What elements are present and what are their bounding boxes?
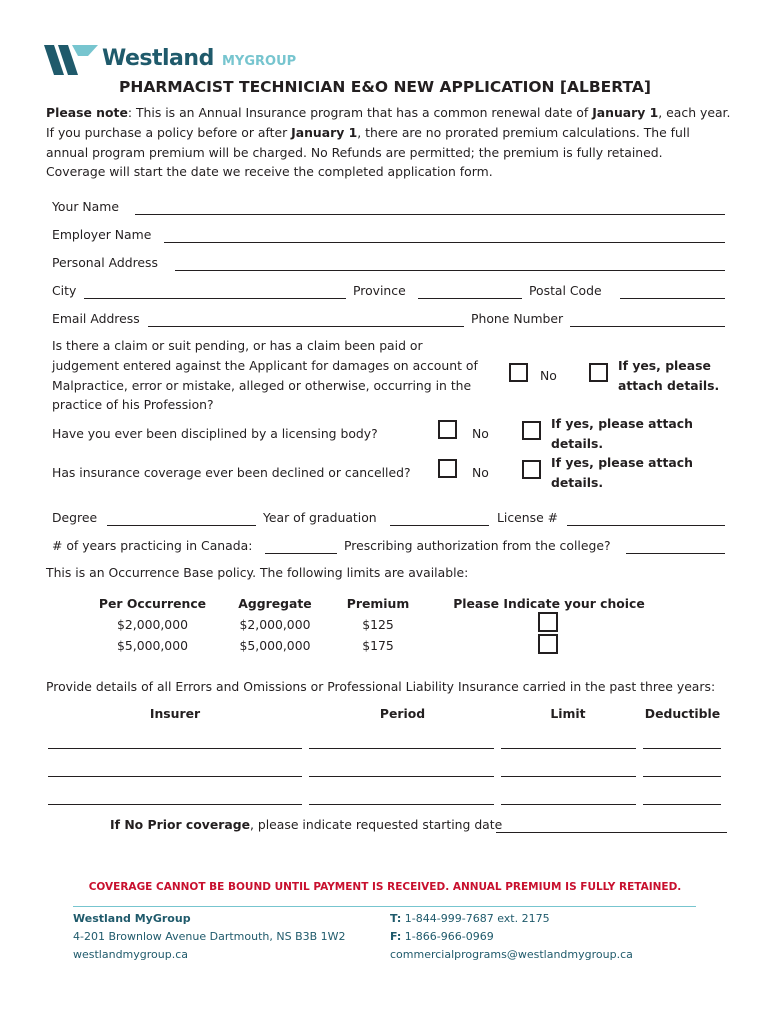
fax-number: 1-866-966-0969: [401, 930, 494, 943]
limits-header-premium: Premium: [346, 596, 410, 611]
starting-date-field[interactable]: [496, 832, 727, 833]
footer-company: Westland MyGroup: [73, 912, 191, 925]
prior-row-3-deductible[interactable]: [643, 804, 721, 805]
prescribing-label: Prescribing authorization from the college?: [344, 538, 611, 553]
prior-row-2-period[interactable]: [309, 776, 494, 777]
your-name-field[interactable]: [135, 214, 725, 215]
footer-fax: [390, 929, 494, 944]
brand-name: Westland: [102, 46, 214, 71]
claim-question-line-2: judgement entered against the Applicant for damages on account of: [52, 358, 478, 373]
disciplined-question: Have you ever been disciplined by a licensing body?: [52, 426, 378, 441]
province-label: Province: [353, 283, 406, 298]
limits-header-occurrence: Per Occurrence: [98, 596, 207, 611]
disciplined-yes-checkbox[interactable]: [522, 421, 541, 440]
email-label: Email Address: [52, 311, 140, 326]
limits-row-1-occurrence: $2,000,000: [117, 617, 188, 632]
claim-yes-label-2: attach details.: [618, 378, 720, 393]
limits-row-2-premium: $175: [362, 638, 394, 653]
note-text: , each year.: [658, 105, 731, 120]
license-label: License #: [497, 510, 559, 525]
prior-row-2-insurer[interactable]: [48, 776, 302, 777]
prior-row-3-insurer[interactable]: [48, 804, 302, 805]
westland-logo-mark-icon: [44, 44, 98, 76]
note-label: Please note: [46, 105, 128, 120]
payment-warning: COVERAGE CANNOT BE BOUND UNTIL PAYMENT IS RECEIVED. ANNUAL PREMIUM IS FULLY RETAINED.: [88, 881, 682, 893]
page-title: PHARMACIST TECHNICIAN E&O NEW APPLICATION [ALBERTA]: [119, 78, 651, 96]
limits-row-2-checkbox[interactable]: [538, 634, 558, 654]
disciplined-no-label: No: [472, 426, 489, 441]
declined-yes-label-1: If yes, please attach: [551, 455, 693, 470]
footer-website-link[interactable]: westlandmygroup.ca: [73, 948, 189, 961]
note-text: If you purchase a policy before or after: [46, 125, 292, 140]
fax-prefix: F:: [390, 930, 402, 943]
note-line-1: [46, 105, 730, 120]
claim-yes-checkbox[interactable]: [589, 363, 608, 382]
no-prior-rest: , please indicate requested starting date: [249, 817, 503, 832]
years-practicing-label: # of years practicing in Canada:: [52, 538, 253, 553]
declined-yes-checkbox[interactable]: [522, 460, 541, 479]
declined-question: Has insurance coverage ever been declined or cancelled?: [52, 465, 411, 480]
phone-prefix: T:: [390, 912, 402, 925]
prior-header-deductible: Deductible: [644, 706, 721, 721]
limits-row-1-checkbox[interactable]: [538, 612, 558, 632]
note-text: , there are no prorated premium calculations. The full: [357, 125, 690, 140]
footer-phone: [390, 911, 550, 926]
disciplined-yes-label-2: details.: [551, 436, 604, 451]
graduation-year-label: Year of graduation: [263, 510, 377, 525]
prior-header-limit: Limit: [550, 706, 586, 721]
postal-code-label: Postal Code: [529, 283, 602, 298]
claim-question-line-3: Malpractice, error or mistake, alleged or otherwise, occurring in the: [52, 378, 472, 393]
city-label: City: [52, 283, 77, 298]
claim-question-line-1: Is there a claim or suit pending, or has a claim been paid or: [52, 338, 423, 353]
degree-field[interactable]: [107, 525, 256, 526]
limits-intro: This is an Occurrence Base policy. The following limits are available:: [46, 565, 469, 580]
prior-row-2-limit[interactable]: [501, 776, 636, 777]
note-text: : This is an Annual Insurance program that has a common renewal date of: [127, 105, 593, 120]
prior-row-1-deductible[interactable]: [643, 748, 721, 749]
graduation-year-field[interactable]: [390, 525, 489, 526]
footer-divider: [73, 906, 696, 907]
brand-sub: MYGROUP: [222, 54, 297, 69]
disciplined-no-checkbox[interactable]: [438, 420, 457, 439]
degree-label: Degree: [52, 510, 98, 525]
declined-yes-label-2: details.: [551, 475, 604, 490]
prior-row-1-insurer[interactable]: [48, 748, 302, 749]
employer-name-label: Employer Name: [52, 227, 152, 242]
claim-no-label: No: [540, 368, 557, 383]
no-prior-bold: If No Prior coverage: [110, 817, 250, 832]
prescribing-field[interactable]: [626, 553, 725, 554]
limits-row-1-aggregate: $2,000,000: [239, 617, 311, 632]
province-field[interactable]: [418, 298, 522, 299]
phone-field[interactable]: [570, 326, 725, 327]
note-line-2: [46, 125, 690, 140]
limits-header-aggregate: Aggregate: [238, 596, 312, 611]
westland-logo: [44, 44, 314, 78]
your-name-label: Your Name: [52, 199, 119, 214]
prior-header-period: Period: [379, 706, 426, 721]
personal-address-field[interactable]: [175, 270, 725, 271]
note-date: January 1: [592, 105, 659, 120]
employer-name-field[interactable]: [164, 242, 725, 243]
declined-no-label: No: [472, 465, 489, 480]
declined-no-checkbox[interactable]: [438, 459, 457, 478]
postal-code-field[interactable]: [620, 298, 725, 299]
city-field[interactable]: [84, 298, 346, 299]
note-line-3: annual program premium will be charged. No Refunds are permitted; the premium is fully retained.: [46, 145, 663, 160]
prior-row-1-limit[interactable]: [501, 748, 636, 749]
phone-number: 1-844-999-7687 ext. 2175: [401, 912, 550, 925]
limits-row-2-occurrence: $5,000,000: [117, 638, 188, 653]
prior-row-1-period[interactable]: [309, 748, 494, 749]
prior-row-3-period[interactable]: [309, 804, 494, 805]
limits-header-choice: Please Indicate your choice: [453, 596, 645, 611]
personal-address-label: Personal Address: [52, 255, 158, 270]
email-field[interactable]: [148, 326, 464, 327]
no-prior-coverage-label: [110, 817, 502, 832]
disciplined-yes-label-1: If yes, please attach: [551, 416, 693, 431]
claim-no-checkbox[interactable]: [509, 363, 528, 382]
prior-intro: Provide details of all Errors and Omissions or Professional Liability Insurance carried in the past three years:: [46, 679, 716, 694]
prior-header-insurer: Insurer: [149, 706, 201, 721]
footer-email-link[interactable]: commercialprograms@westlandmygroup.ca: [390, 948, 633, 961]
note-date: January 1: [291, 125, 358, 140]
limits-row-2-aggregate: $5,000,000: [239, 638, 311, 653]
footer-address: 4-201 Brownlow Avenue Dartmouth, NS B3B 1W2: [73, 930, 346, 943]
license-field[interactable]: [567, 525, 725, 526]
phone-label: Phone Number: [471, 311, 564, 326]
note-line-4: Coverage will start the date we receive the completed application form.: [46, 164, 493, 179]
prior-row-2-deductible[interactable]: [643, 776, 721, 777]
claim-question-line-4: practice of his Profession?: [52, 397, 214, 412]
claim-yes-label-1: If yes, please: [618, 358, 711, 373]
limits-row-1-premium: $125: [362, 617, 394, 632]
years-practicing-field[interactable]: [265, 553, 337, 554]
prior-row-3-limit[interactable]: [501, 804, 636, 805]
